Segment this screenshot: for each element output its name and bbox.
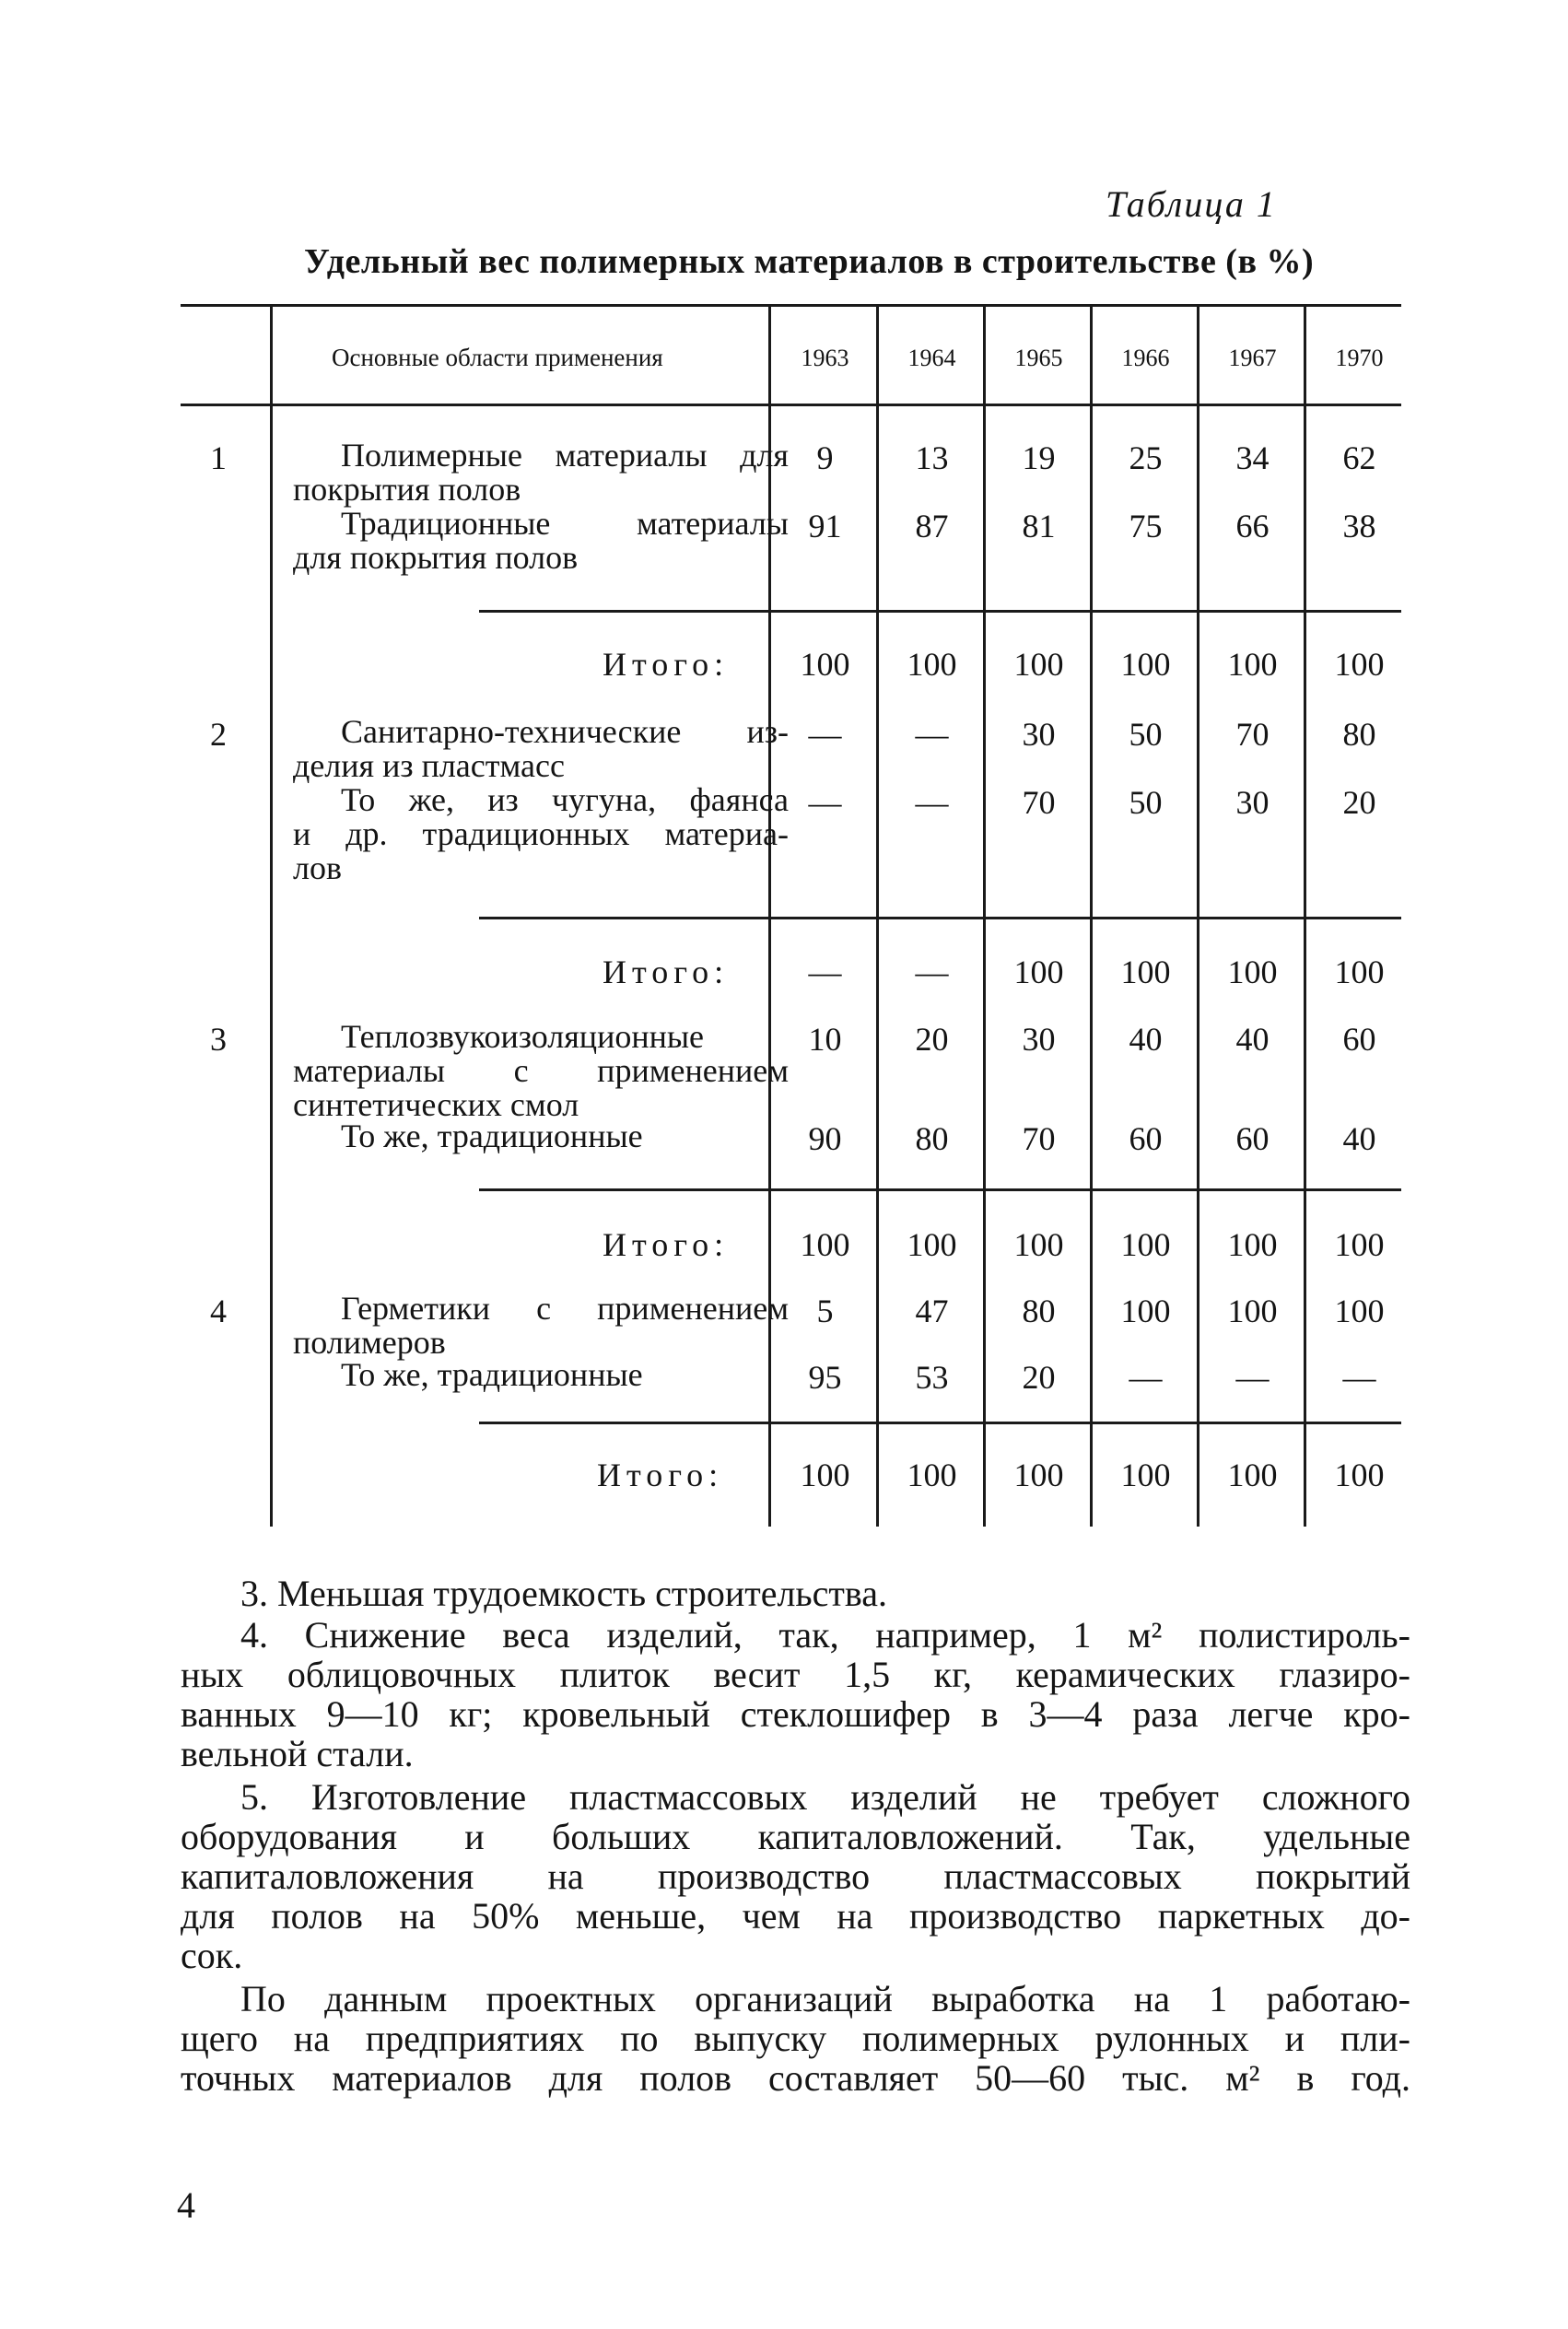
paragraph-line: По данным проектных организаций выработка на 1 работаю-: [240, 1978, 1410, 2019]
total-cell: 100: [1013, 1226, 1064, 1263]
description-line: полимеров: [293, 1324, 446, 1361]
value-cell: 19: [1022, 439, 1056, 476]
total-cell: 100: [1120, 646, 1171, 683]
header-bottom-rule: [181, 404, 1401, 406]
value-cell: 25: [1129, 439, 1163, 476]
value-cell: 100: [1227, 1293, 1278, 1329]
group-number: 3: [210, 1021, 227, 1058]
paragraph-line: 4. Снижение веса изделий, так, например, 1 м² полистироль-: [240, 1614, 1410, 1656]
paragraph-line: точных материалов для полов составляет 50—60 тыс. м² в год.: [181, 2057, 1410, 2099]
total-cell: 100: [1120, 1226, 1171, 1263]
value-cell: 30: [1235, 784, 1270, 821]
value-cell: 20: [1342, 784, 1376, 821]
paragraph-line: для полов на 50% меньше, чем на производство паркетных до-: [181, 1895, 1410, 1937]
paragraph-productivity: [181, 1979, 1410, 2098]
paragraph-line: ных облицовочных плиток весит 1,5 кг, керамических глазиро-: [181, 1654, 1410, 1695]
paragraph-line: ванных 9—10 кг; кровельный стеклошифер в 3—4 раза легче кро-: [181, 1693, 1410, 1735]
description-line: Полимерные материалы для: [341, 437, 789, 474]
description-line: делия из пластмасс: [293, 747, 565, 784]
description-line: Традиционные материалы: [341, 505, 789, 542]
description-line: лов: [293, 849, 342, 886]
table-label: Таблица 1: [1106, 183, 1277, 225]
group-number: 2: [210, 716, 227, 753]
table-title: Удельный вес полимерных материалов в строительстве (в %): [304, 242, 1315, 281]
value-cell: 87: [915, 508, 949, 544]
total-cell: 100: [1334, 1457, 1385, 1493]
value-cell: 10: [808, 1021, 842, 1058]
value-cell: —: [915, 716, 949, 753]
paragraph-item-5: [181, 1777, 1410, 1975]
value-cell: 66: [1235, 508, 1270, 544]
total-cell: 100: [800, 646, 850, 683]
value-cell: 13: [915, 439, 949, 476]
header-year: 1970: [1335, 345, 1384, 371]
description-line: для покрытия полов: [293, 539, 579, 576]
description-line: Теплозвукоизоляционные: [341, 1018, 705, 1055]
subtotal-rule: [479, 917, 1401, 919]
group-number: 4: [210, 1293, 227, 1329]
table-top-rule: [181, 304, 1401, 307]
value-cell: 91: [808, 508, 842, 544]
row-description: [293, 1020, 789, 1122]
value-cell: 80: [1342, 716, 1376, 753]
total-cell: 100: [800, 1457, 850, 1493]
value-cell: 40: [1235, 1021, 1270, 1058]
value-cell: 40: [1342, 1120, 1376, 1157]
total-cell: 100: [1227, 1457, 1278, 1493]
value-cell: 80: [1022, 1293, 1056, 1329]
description-line: материалы с применением: [293, 1052, 789, 1089]
value-cell: 62: [1342, 439, 1376, 476]
value-cell: —: [1235, 1359, 1270, 1396]
value-cell: 20: [915, 1021, 949, 1058]
row-description: [293, 1292, 789, 1360]
value-cell: 9: [816, 439, 834, 476]
value-cell: 53: [915, 1359, 949, 1396]
row-description: [293, 1358, 789, 1392]
value-cell: 38: [1342, 508, 1376, 544]
description-line: и др. традиционных материа-: [293, 815, 789, 852]
value-cell: 70: [1022, 1120, 1056, 1157]
value-cell: 20: [1022, 1359, 1056, 1396]
total-cell: 100: [907, 1226, 957, 1263]
row-description: [293, 715, 789, 783]
paragraph-line: вельной стали.: [181, 1733, 414, 1774]
value-cell: —: [808, 716, 842, 753]
paragraph-line: 5. Изготовление пластмассовых изделий не требует сложного: [240, 1776, 1410, 1818]
value-cell: 30: [1022, 1021, 1056, 1058]
subtotal-rule: [479, 610, 1401, 613]
value-cell: 60: [1342, 1021, 1376, 1058]
row-description: [293, 439, 789, 507]
total-cell: 100: [907, 646, 957, 683]
value-cell: 40: [1129, 1021, 1163, 1058]
total-cell: 100: [1227, 1226, 1278, 1263]
paragraph-line: щего на предприятиях по выпуску полимерных рулонных и пли-: [181, 2018, 1410, 2059]
total-label: Итого:: [603, 1226, 730, 1263]
value-cell: 81: [1022, 508, 1056, 544]
header-year: 1964: [907, 345, 956, 371]
description-line: То же, традиционные: [341, 1356, 643, 1393]
value-cell: 50: [1129, 716, 1163, 753]
column-divider: [270, 306, 273, 1527]
row-description: [293, 1119, 789, 1153]
total-cell: 100: [1334, 954, 1385, 990]
value-cell: —: [808, 784, 842, 821]
value-cell: 100: [1334, 1293, 1385, 1329]
header-area: Основные области применения: [332, 344, 663, 371]
total-cell: 100: [1013, 646, 1064, 683]
row-description: [293, 783, 789, 885]
header-year: 1966: [1121, 345, 1170, 371]
header-year: 1963: [801, 345, 849, 371]
total-cell: 100: [907, 1457, 957, 1493]
value-cell: 30: [1022, 716, 1056, 753]
total-cell: 100: [800, 1226, 850, 1263]
value-cell: 80: [915, 1120, 949, 1157]
description-line: Герметики с применением: [341, 1290, 789, 1327]
total-cell: —: [915, 954, 949, 990]
description-line: То же, традиционные: [341, 1118, 643, 1154]
paragraph-line: капиталовложения на производство пластмассовых покрытий: [181, 1855, 1410, 1897]
total-cell: 100: [1227, 646, 1278, 683]
description-line: То же, из чугуна, фаянса: [341, 781, 789, 818]
group-number: 1: [210, 439, 227, 476]
description-line: синтетических смол: [293, 1086, 579, 1123]
header-year: 1967: [1228, 345, 1277, 371]
value-cell: —: [915, 784, 949, 821]
total-label: Итого:: [603, 646, 730, 683]
value-cell: 70: [1235, 716, 1270, 753]
value-cell: 34: [1235, 439, 1270, 476]
value-cell: —: [1342, 1359, 1376, 1396]
total-cell: 100: [1013, 954, 1064, 990]
value-cell: 60: [1235, 1120, 1270, 1157]
description-line: Санитарно-технические из-: [341, 713, 789, 750]
paragraph-line: оборудования и больших капиталовложений. Так, удельные: [181, 1816, 1410, 1857]
description-line: покрытия полов: [293, 471, 521, 508]
paragraph-item-4: [181, 1615, 1410, 1773]
paragraph-line: сок.: [181, 1935, 243, 1976]
total-cell: 100: [1227, 954, 1278, 990]
total-cell: —: [808, 954, 842, 990]
value-cell: 50: [1129, 784, 1163, 821]
value-cell: 5: [816, 1293, 834, 1329]
subtotal-rule: [479, 1188, 1401, 1191]
value-cell: —: [1129, 1359, 1163, 1396]
total-label: Итого:: [603, 954, 730, 990]
subtotal-rule: [479, 1422, 1401, 1424]
paragraph-line: 3. Меньшая трудоемкость строительства.: [240, 1573, 888, 1614]
paragraph-item-3: [181, 1574, 1410, 1613]
value-cell: 95: [808, 1359, 842, 1396]
row-description: [293, 507, 789, 575]
value-cell: 70: [1022, 784, 1056, 821]
total-cell: 100: [1120, 1457, 1171, 1493]
total-label: Итого:: [597, 1457, 724, 1493]
page-number: 4: [177, 2184, 195, 2226]
value-cell: 100: [1120, 1293, 1171, 1329]
value-cell: 60: [1129, 1120, 1163, 1157]
total-cell: 100: [1334, 646, 1385, 683]
total-cell: 100: [1334, 1226, 1385, 1263]
total-cell: 100: [1013, 1457, 1064, 1493]
value-cell: 90: [808, 1120, 842, 1157]
value-cell: 47: [915, 1293, 949, 1329]
header-year: 1965: [1014, 345, 1063, 371]
total-cell: 100: [1120, 954, 1171, 990]
value-cell: 75: [1129, 508, 1163, 544]
